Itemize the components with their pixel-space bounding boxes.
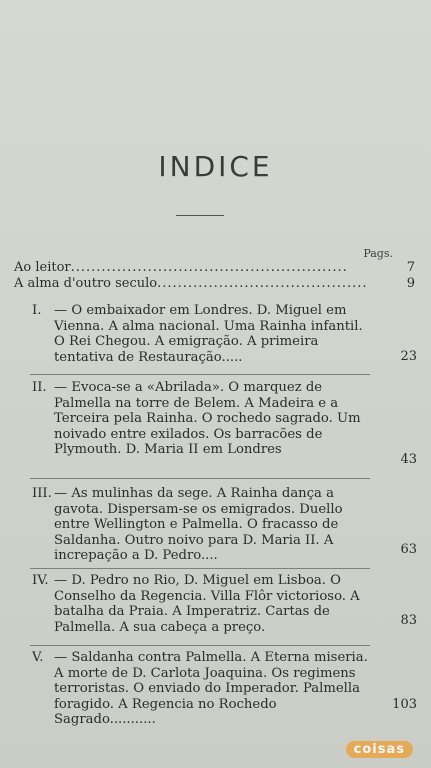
leader-dots: ......................................... [157,276,368,291]
chapter-separator [30,374,370,375]
intro-page-number: 7 [406,260,415,275]
chapter-page-number: 43 [400,452,417,467]
intro-label: A alma d'outro seculo [14,276,158,291]
chapter-page-number: 83 [400,613,417,628]
chapter-entry-2 [20,380,417,467]
leader-dots: ...................................................... [70,260,348,275]
chapter-text: — D. Pedro no Rio, D. Miguel em Lisboa. O Conselho da Regencia. Villa Flôr victorioso. A batalha da Praia. A Imperatriz. Cartas de Palmella. A sua cabeça a preço. [54,573,360,635]
chapter-roman: I. [32,303,42,318]
chapter-roman: III. [32,486,52,501]
intro-entry-leitor [14,260,415,276]
chapter-roman: II. [32,380,47,395]
chapter-separator [30,645,370,646]
chapter-entry-3 [20,486,417,564]
chapter-text: — As mulinhas da sege. A Rainha dança a gavota. Dispersam-se os emigrados. Duello entre Wellington e Palmella. O fracasso de Saldanha. Outro noivo para D. Maria II. A increpação a D. Pedro.... [54,486,343,564]
pags-header: Pags. [363,247,393,260]
intro-page-number: 9 [406,276,415,291]
chapter-page-number: 103 [392,697,417,712]
chapter-text: — O embaixador em Londres. D. Miguel em Vienna. A alma nacional. Uma Rainha infantil. O Rei Chegou. A emigração. A primeira tentativa de Restauração..... [54,303,363,365]
chapter-page-number: 23 [400,349,417,364]
chapter-page-number: 63 [400,542,417,557]
chapter-entry-5 [20,650,417,728]
intro-entry-alma [14,276,415,292]
chapter-roman: V. [32,650,44,665]
coisas-watermark-logo: coisas [346,741,413,758]
chapter-text: — Evoca-se a «Abrilada». O marquez de Palmella na torre de Belem. A Madeira e a Terceira pela Rainha. O rochedo sagrado. Um noivado entre exilados. Os barracões de Plymouth. D. Maria II em Londres [54,380,361,458]
title-divider [176,215,224,216]
page-title: INDICE [158,150,273,183]
chapter-roman: IV. [32,573,49,588]
chapter-separator [30,478,370,479]
intro-label: Ao leitor [14,260,71,275]
chapter-separator [30,568,370,569]
chapter-entry-4 [20,573,417,635]
chapter-entry-1 [20,303,417,365]
chapter-text: — Saldanha contra Palmella. A Eterna miseria. A morte de D. Carlota Joaquina. Os regimens terroristas. O enviado do Imperador. Palmella foragido. A Regencia no Rochedo Sagrado........... [54,650,368,728]
